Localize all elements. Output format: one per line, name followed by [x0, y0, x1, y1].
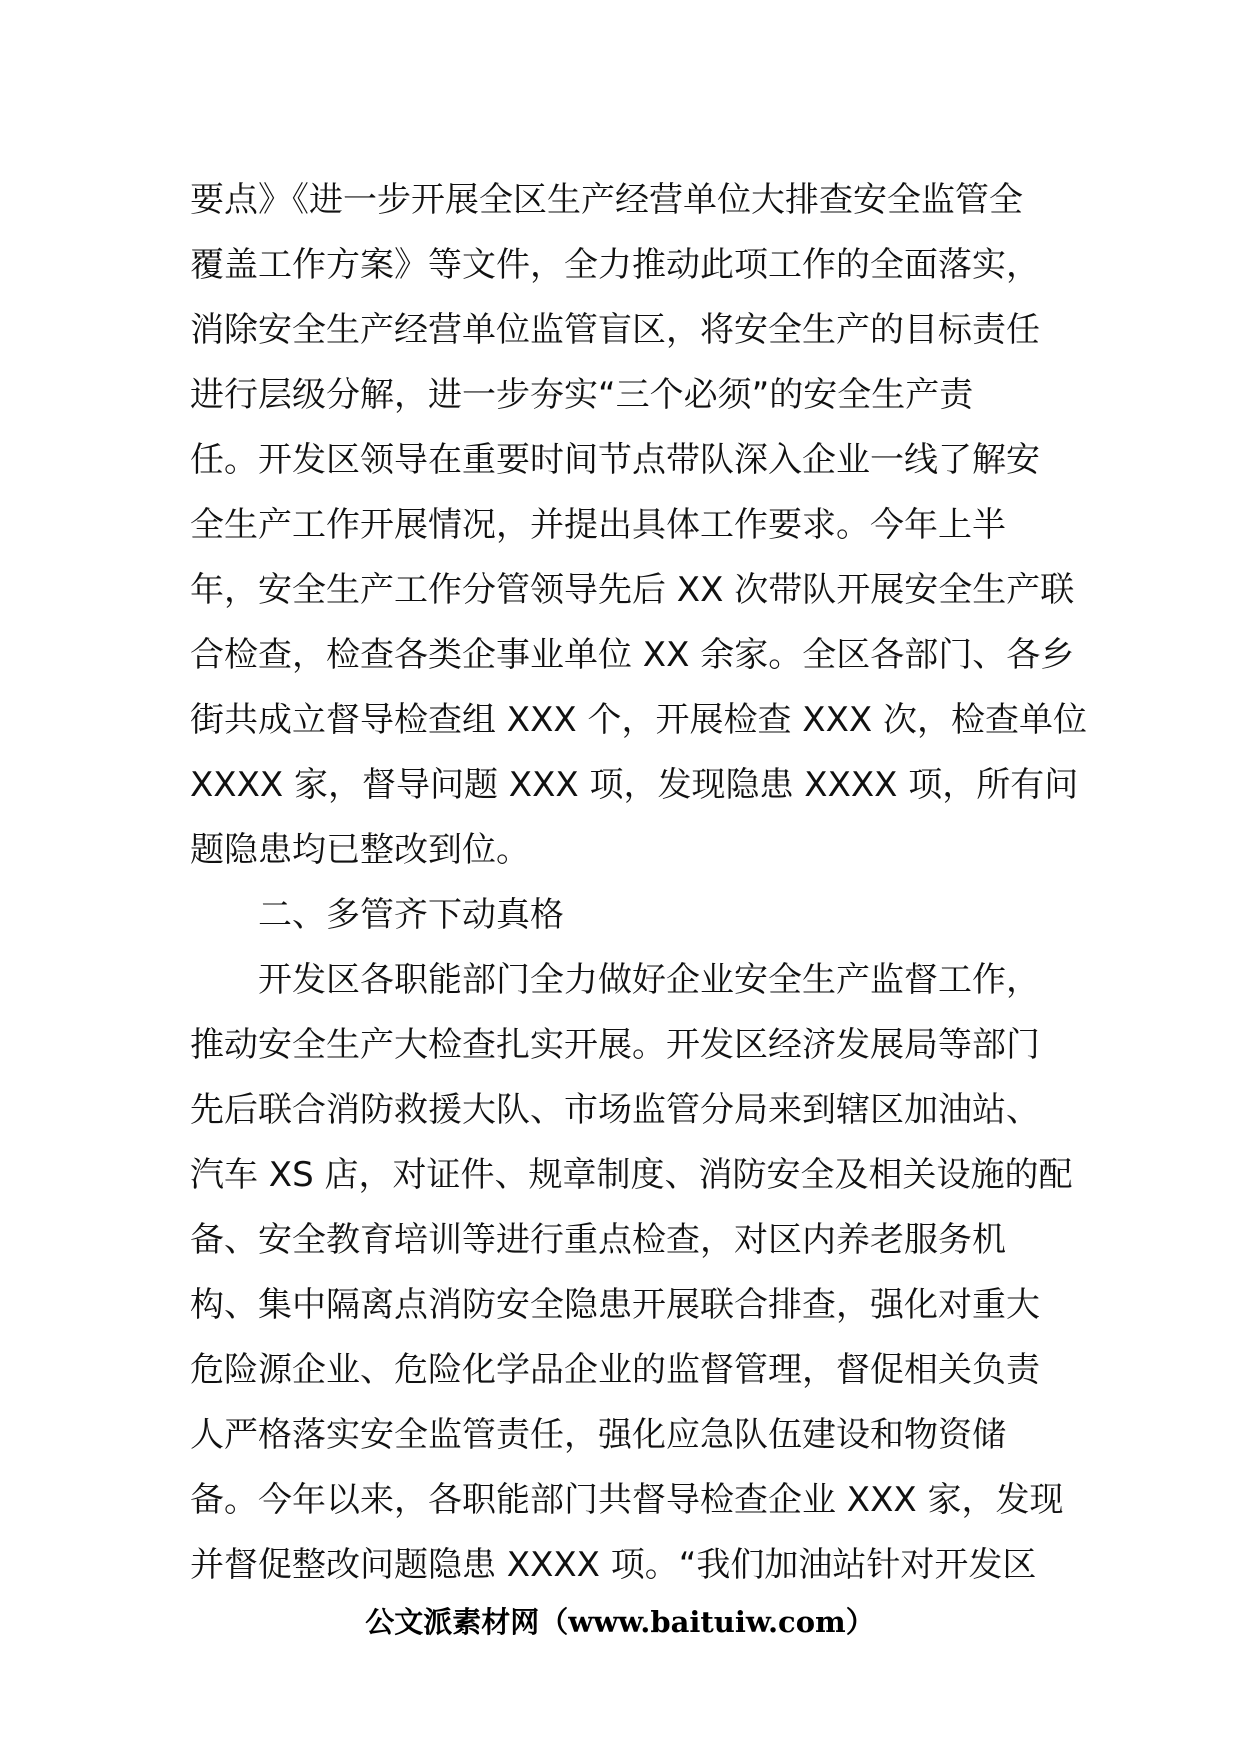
paragraph-line: 任。开发区领导在重要时间节点带队深入企业一线了解安: [190, 440, 1040, 480]
paragraph-line: 先后联合消防救援大队、市场监管分局来到辖区加油站、: [190, 1090, 1040, 1130]
paragraph-line: XXXX 家，督导问题 XXX 项，发现隐患 XXXX 项，所有问: [190, 765, 1079, 805]
paragraph-line: 全生产工作开展情况，并提出具体工作要求。今年上半: [190, 505, 1006, 545]
paragraph-line: 题隐患均已整改到位。: [190, 830, 530, 870]
paragraph-line: 要点》《进一步开展全区生产经营单位大排查安全监管全: [190, 180, 1023, 220]
paragraph-line: 汽车 XS 店，对证件、规章制度、消防安全及相关设施的配: [190, 1155, 1073, 1195]
paragraph-line: 备。今年以来，各职能部门共督导检查企业 XXX 家，发现: [190, 1480, 1064, 1520]
paragraph-line: 年，安全生产工作分管领导先后 XX 次带队开展安全生产联: [190, 570, 1075, 610]
paragraph-line: 并督促整改问题隐患 XXXX 项。“我们加油站针对开发区: [190, 1545, 1037, 1585]
paragraph-line: 推动安全生产大检查扎实开展。开发区经济发展局等部门: [190, 1025, 1040, 1065]
paragraph-line: 进行层级分解，进一步夯实“三个必须”的安全生产责: [190, 375, 974, 415]
section-heading: 二、多管齐下动真格: [258, 895, 564, 935]
paragraph-line: 街共成立督导检查组 XXX 个，开展检查 XXX 次，检查单位: [190, 700, 1087, 740]
paragraph-line: 合检查，检查各类企事业单位 XX 余家。全区各部门、各乡: [190, 635, 1075, 675]
document-body: [190, 168, 1087, 1598]
paragraph-line: 备、安全教育培训等进行重点检查，对区内养老服务机: [190, 1220, 1006, 1260]
paragraph-line: 人严格落实安全监管责任，强化应急队伍建设和物资储: [190, 1415, 1006, 1455]
footer-watermark: 公文派素材网（www.baituiw.com）: [365, 1605, 875, 1639]
paragraph-line: 消除安全生产经营单位监管盲区，将安全生产的目标责任: [190, 310, 1040, 350]
paragraph-line: 覆盖工作方案》等文件，全力推动此项工作的全面落实，: [190, 245, 1040, 285]
paragraph-line: 开发区各职能部门全力做好企业安全生产监督工作，: [258, 960, 1040, 1000]
paragraph-line: 危险源企业、危险化学品企业的监督管理，督促相关负责: [190, 1350, 1040, 1390]
paragraph-line: 构、集中隔离点消防安全隐患开展联合排查，强化对重大: [190, 1285, 1040, 1325]
